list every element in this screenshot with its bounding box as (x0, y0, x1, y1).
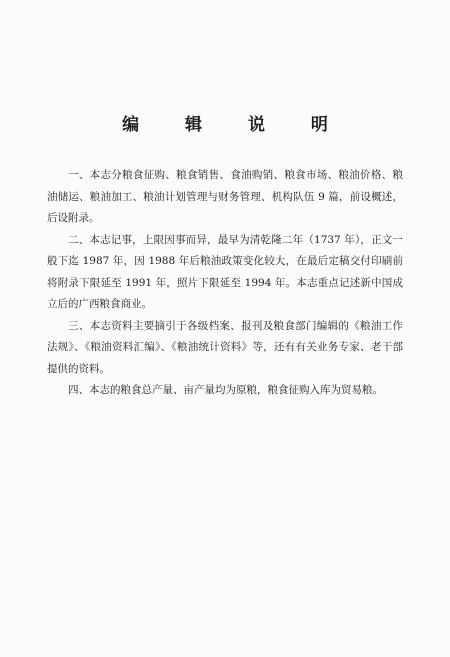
paragraph-2: 二、本志记事，上限因事而异，最早为清乾隆二年（1737 年），正文一般下迄 1987 年，因 1988 年后粮油政策变化较大，在最后定稿交付印刷前将附录下限延至 1991 年，照片下限延至 1994 年。本志重点记述新中国成立后的广西粮食商业。 (47, 233, 403, 310)
paragraph-1: 一、本志分粮食征购、粮食销售、食油购销、粮食市场、粮油价格、粮油储运、粮油加工、粮油计划管理与财务管理、机构队伍 9 篇，前设概述，后设附录。 (47, 169, 403, 224)
paragraph-3: 三、本志资料主要摘引于各级档案、报刊及粮食部门编辑的《粮油工作法规》、《粮油资料汇编》、《粮油统计资料》等，还有有关业务专家、老干部提供的资料。 (47, 319, 403, 375)
paragraph-4: 四、本志的粮食总产量、亩产量均为原粮，粮食征购入库为贸易粮。 (68, 384, 383, 396)
page-title: 编 辑 说 明 (122, 115, 348, 135)
body-text (47, 165, 403, 402)
